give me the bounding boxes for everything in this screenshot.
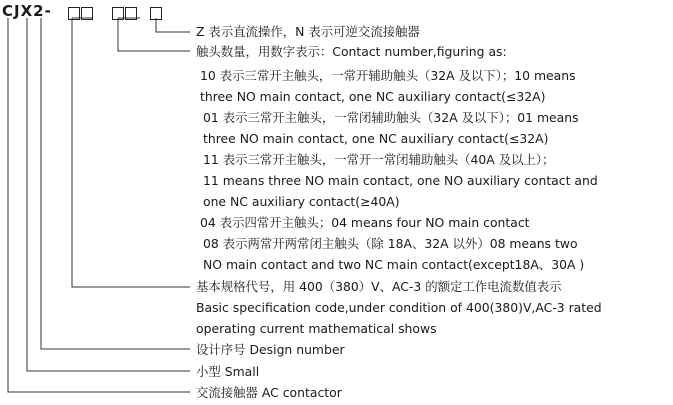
contact-line-4: three NO main contact, one NC auxiliary contact(≤32A) bbox=[203, 131, 549, 146]
contact-line-9: 08 表示两常开两常闭主触头（除 18A、32A 以外）08 means two bbox=[203, 236, 578, 251]
spec-code-line-2: Basic specification code,under condition of 400(380)V,AC-3 rated bbox=[196, 300, 602, 315]
contact-line-8: 04 表示四常开主触头；04 means four NO main contact bbox=[200, 215, 530, 230]
contact-boxes bbox=[112, 5, 138, 23]
design-number-label: 设计序号 Design number bbox=[196, 342, 345, 357]
model-code bbox=[2, 2, 62, 20]
contact-line-6: 11 means three NO main contact, one NO auxiliary contact and bbox=[203, 173, 598, 188]
z-n-note: Z 表示直流操作，N 表示可逆交流接触器 bbox=[196, 24, 420, 39]
contact-line-5: 11 表示三常开主触头，一常开一常闭辅助触头（40A 及以上）； bbox=[203, 152, 555, 167]
contact-line-2: three NO main contact, one NC auxiliary contact(≤32A) bbox=[200, 89, 546, 104]
ac-contactor-label: 交流接触器 AC contactor bbox=[196, 385, 342, 400]
spec-boxes bbox=[68, 5, 94, 23]
spec-bracket-line bbox=[72, 18, 190, 287]
small-bracket-line bbox=[27, 18, 190, 371]
contact-line-10: NO main contact and two NC main contact(except18A、30A ) bbox=[203, 257, 585, 272]
type-box bbox=[150, 5, 163, 23]
contact-number-header: 触头数量，用数字表示：Contact number,figuring as: bbox=[196, 44, 507, 59]
contact-line-1: 10 表示三常开主触头，一常开辅助触头（32A 及以下）；10 means bbox=[200, 68, 576, 83]
small-label: 小型 Small bbox=[196, 364, 260, 379]
contact-line-3: 01 表示三常开主触头，一常闭辅助触头（32A 及以下）；01 means bbox=[203, 110, 579, 125]
model-prefix: CJX2- bbox=[2, 2, 52, 20]
spec-code-line-3: operating current mathematical shows bbox=[196, 321, 437, 336]
ac-bracket-line bbox=[8, 18, 190, 392]
spec-code-line-1: 基本规格代号，用 400（380）V、AC-3 的额定工作电流数值表示 bbox=[196, 279, 562, 294]
contact-line-7: one NC auxiliary contact(≥40A) bbox=[203, 194, 400, 209]
design-bracket-line bbox=[41, 18, 190, 349]
